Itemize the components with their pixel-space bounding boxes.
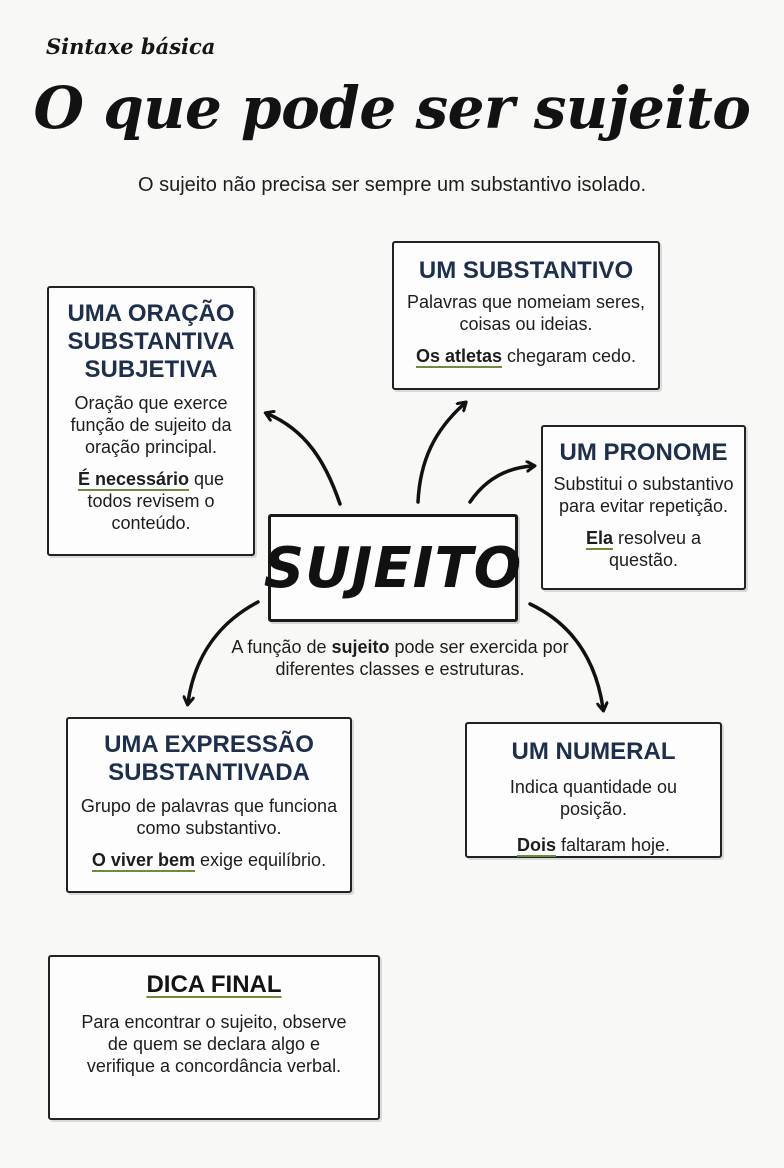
page-subtitle: O sujeito não precisa ser sempre um substantivo isolado. [137,174,647,196]
center-concept-box [263,514,523,622]
box-oracao-example [57,468,245,534]
kicker-label: Sintaxe básica [46,34,216,59]
box-expressao-example [78,849,340,871]
center-note-bold: sujeito [331,637,390,657]
box-dica-title [66,971,362,999]
box-substantivo [392,241,660,390]
arrow-to-substantivo [418,404,464,502]
box-dica-final [48,955,380,1120]
example-subject: Os atletas [415,346,502,366]
box-substantivo-title: UM SUBSTANTIVO [418,257,634,284]
center-note-before: A função de [231,637,332,657]
example-rest: que todos revisem o conteúdo. [87,469,225,533]
box-substantivo-text: Palavras que nomeiam seres, coisas ou ideias. [406,292,646,334]
box-oracao-text: Oração que exerce função de sujeito da oração principal. [70,393,232,457]
box-pronome-example [551,527,736,571]
example-subject: Ela [585,528,613,548]
arrow-to-pronome [470,466,532,502]
center-concept-word: SUJEITO [263,535,523,601]
example-rest: resolveu a questão. [608,528,702,570]
box-numeral-title: UM NUMERAL [511,738,676,765]
box-expressao-text: Grupo de palavras que funciona como substantivo. [80,796,338,838]
example-rest: chegaram cedo. [501,346,637,366]
example-subject: O viver bem [91,850,195,870]
page-title: O que pode ser sujeito [33,74,751,142]
box-numeral-text: Indica quantidade ou posição. [509,777,678,819]
box-oracao-subjetiva [47,286,255,556]
arrow-to-oracao [268,414,340,504]
center-note-after: pode ser exercida por diferentes classes e estruturas. [275,637,569,679]
example-subject: Dois [516,835,556,855]
box-numeral [465,722,722,858]
example-subject: É necessário [77,469,190,489]
center-note [200,636,600,680]
example-rest: exige equilíbrio. [194,850,327,870]
box-expressao-substantivada [66,717,352,893]
box-oracao-title: UMA ORAÇÃO SUBSTANTIVA SUBJETIVA [67,300,235,383]
box-pronome [541,425,746,590]
example-rest: faltaram hoje. [555,835,671,855]
box-substantivo-example [404,345,648,367]
box-numeral-example [475,834,712,856]
dica-title-text: DICA FINAL [146,971,282,998]
box-pronome-title: UM PRONOME [559,439,728,466]
box-expressao-title: UMA EXPRESSÃO SUBSTANTIVADA [104,731,314,786]
box-dica-text: Para encontrar o sujeito, observe de quem se declara algo e verifique a concordância verbal. [81,1012,347,1076]
box-pronome-text: Substitui o substantivo para evitar repetição. [553,474,734,516]
